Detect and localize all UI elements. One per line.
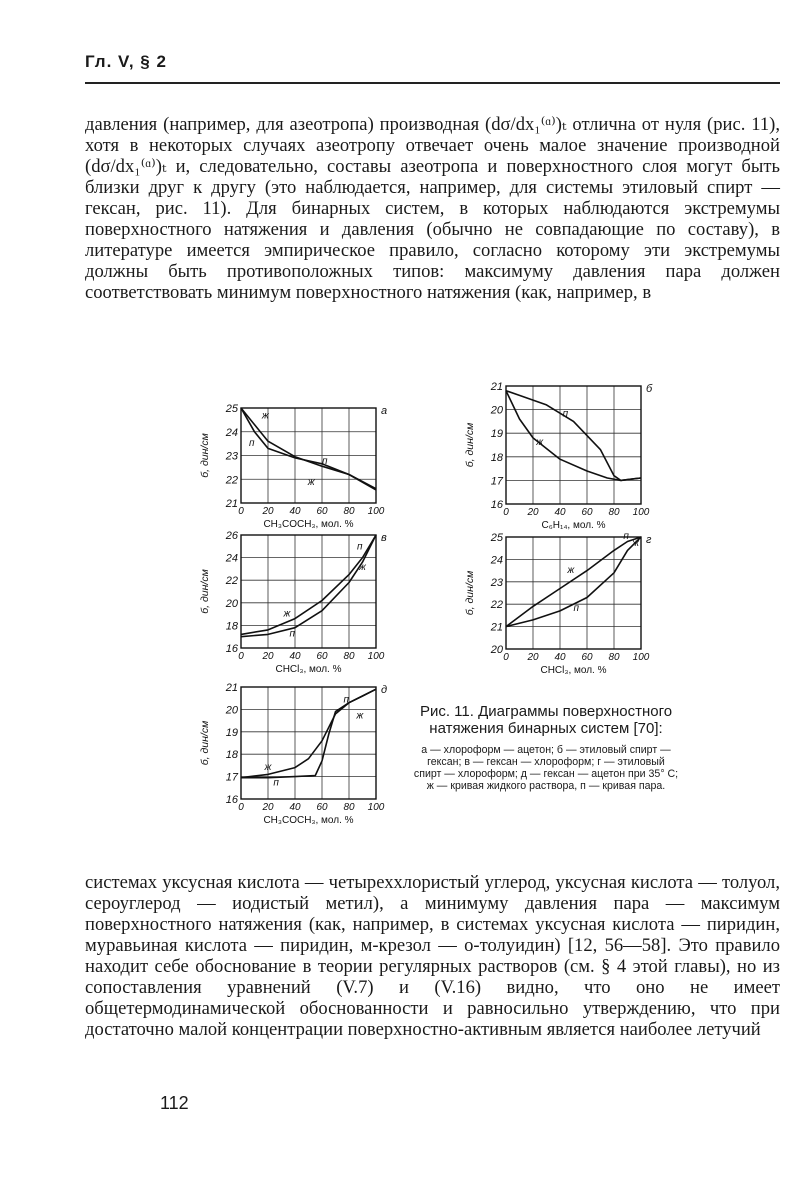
header-rule (85, 82, 780, 84)
x-tick-label: 40 (554, 507, 566, 518)
y-axis-label: б, дин/см (199, 433, 211, 478)
panel-label: д (381, 684, 388, 696)
x-axis-label: CHCl₃, мол. % (275, 664, 342, 675)
curve-label: п (321, 455, 328, 467)
x-tick-label: 40 (554, 652, 566, 663)
plot-frame (506, 386, 641, 504)
chart-panel-b (464, 382, 653, 531)
x-tick-label: 40 (289, 802, 301, 813)
caption-legend: а — хлороформ — ацетон; б — этиловый спирт — гексан; в — гексан — хлороформ; г — этиловый спирт — хлороформ; д — гексан — ацетон при 35° С; ж — кривая жидкого раствора, п — кривая пара. (413, 744, 679, 792)
y-tick-label: 17 (225, 771, 238, 784)
y-tick-label: 18 (490, 451, 503, 464)
x-tick-label: 60 (316, 802, 328, 813)
x-tick-label: 80 (608, 652, 620, 663)
chart-panel-v (199, 530, 387, 675)
y-tick-label: 23 (225, 450, 238, 463)
y-tick-label: 16 (490, 499, 503, 511)
curve-label: п (249, 438, 255, 449)
y-tick-label: 21 (490, 621, 503, 634)
x-tick-label: 80 (343, 651, 355, 662)
y-tick-label: 22 (225, 474, 238, 487)
x-tick-label: 60 (581, 652, 593, 663)
paragraph-top: давления (например, для азеотропа) производная (dσ/dx₁⁽ᵅ⁾)ₜ отлична от нуля (рис. 11), хотя в некоторых случаях азеотропу отвечает очень малое значение производной (dσ/dx₁⁽ᵅ⁾)ₜ и, следовательно, составы азеотропа и поверхностного слоя могут быть близки друг к другу (это наблюдается, например, для системы этиловый спирт — гексан, рис. 11). Для бинарных систем, в которых наблюдаются экстремумы поверхностного натяжения и давления (обычно не совпадающие по составу), в литературе имеется эмпирическое правило, согласно которому эти экстремумы должны быть противоположных типов: максимуму давления пара должен соответствовать минимум поверхностного натяжения (как, например, в (85, 114, 780, 303)
x-tick-label: 20 (527, 652, 539, 663)
x-tick-label: 80 (343, 506, 355, 517)
x-tick-label: 60 (581, 507, 593, 518)
x-tick-label: 0 (503, 652, 509, 663)
y-tick-label: 26 (225, 530, 238, 542)
y-tick-label: 18 (225, 749, 238, 762)
curve-label: ж (632, 537, 640, 549)
curve-label: ж (261, 410, 269, 422)
y-tick-label: 24 (225, 552, 238, 565)
y-tick-label: 20 (490, 644, 503, 656)
curve-label: п (562, 408, 569, 420)
y-axis-label: б, дин/см (464, 570, 476, 616)
x-tick-label: 80 (343, 802, 355, 813)
curve-label: ж (567, 564, 575, 576)
plot-frame (506, 537, 641, 649)
y-tick-label: 24 (225, 426, 238, 439)
x-tick-label: 60 (316, 651, 328, 662)
y-tick-label: 16 (225, 794, 238, 806)
panel-label: г (646, 534, 652, 546)
x-tick-label: 0 (503, 507, 509, 518)
y-axis-label: б, дин/см (199, 569, 211, 614)
x-axis-label: CH₃COCH₃, мол. % (263, 815, 354, 826)
series-line-vapor (506, 391, 641, 481)
x-tick-label: 0 (238, 506, 244, 517)
y-tick-label: 21 (225, 498, 238, 510)
y-tick-label: 19 (490, 428, 503, 441)
curve-label: п (343, 694, 350, 706)
y-tick-label: 17 (490, 475, 503, 488)
x-tick-label: 20 (262, 802, 274, 813)
chart-panel-g (464, 531, 652, 676)
x-tick-label: 20 (262, 506, 274, 517)
x-tick-label: 100 (632, 652, 650, 663)
y-tick-label: 24 (490, 554, 503, 567)
x-tick-label: 60 (316, 506, 328, 517)
y-tick-label: 22 (225, 575, 238, 588)
curve-label: п (357, 541, 363, 553)
x-axis-label: CH₃COCH₃, мол. % (263, 519, 354, 530)
chart-panel-a (199, 403, 387, 530)
x-tick-label: 40 (289, 506, 301, 517)
x-tick-label: 100 (367, 802, 385, 813)
y-tick-label: 22 (490, 599, 503, 612)
x-tick-label: 20 (262, 651, 274, 662)
y-tick-label: 18 (225, 620, 238, 633)
chart-panel-d (199, 682, 387, 826)
series-line-liquid (506, 391, 641, 481)
x-tick-label: 20 (527, 507, 539, 518)
x-axis-label: C₆H₁₄, мол. % (541, 520, 606, 531)
curve-label: ж (283, 608, 291, 620)
paragraph-bottom: системах уксусная кислота — четыреххлористый углерод, уксусная кислота — толуол, сероуглерод — иодистый метил), а минимуму давления пара — максимум поверхностного натяжения (как, например, в системах уксусная кислота — пиридин, муравьиная кислота — пиридин, м-крезол — о-толуидин) [12, 56—58]. Это правило находит себе обоснование в теории регулярных растворов (см. § 4 этой главы), но из сопоставления уравнений (V.7) и (V.16) видно, что оно не имеет общетермодинамической обоснованности и равносильно утверждению, что при достаточно малой концентрации поверхностно-активным является наиболее летучий (85, 872, 780, 1040)
figure-caption (412, 703, 680, 792)
panel-label: б (646, 383, 653, 395)
x-tick-label: 80 (608, 507, 620, 518)
panel-label: в (381, 532, 387, 544)
x-tick-label: 40 (289, 651, 301, 662)
x-tick-label: 100 (632, 507, 650, 518)
y-tick-label: 25 (490, 532, 503, 544)
curve-label: ж (264, 761, 272, 773)
y-axis-label: б, дин/см (199, 720, 211, 766)
x-tick-label: 100 (367, 651, 385, 662)
curve-label: п (289, 628, 296, 640)
page-number: 112 (160, 1093, 189, 1113)
panel-label: а (381, 405, 388, 417)
x-tick-label: 100 (367, 506, 385, 517)
y-tick-label: 21 (490, 382, 503, 393)
curve-label: ж (536, 437, 544, 448)
series-line-vapor (241, 689, 376, 778)
plot-frame (241, 687, 376, 799)
curve-label: п (623, 531, 629, 543)
y-tick-label: 20 (225, 704, 238, 717)
y-tick-label: 16 (225, 643, 238, 655)
x-axis-label: CHCl₃, мол. % (540, 665, 607, 676)
y-tick-label: 21 (225, 682, 238, 694)
running-header: Гл. V, § 2 (85, 52, 167, 71)
x-tick-label: 0 (238, 802, 244, 813)
series-line-liquid (241, 689, 376, 778)
curve-label: п (273, 777, 279, 789)
curve-label: п (573, 602, 579, 614)
curve-label: ж (356, 710, 364, 722)
y-tick-label: 23 (490, 576, 503, 589)
y-tick-label: 19 (225, 726, 238, 739)
y-tick-label: 20 (490, 404, 503, 417)
y-tick-label: 20 (225, 597, 238, 610)
curve-label: ж (359, 562, 366, 574)
x-tick-label: 0 (238, 651, 244, 662)
caption-title: Рис. 11. Диаграммы поверхностного натяжения бинарных систем [70]: (419, 703, 673, 737)
curve-label: ж (307, 477, 315, 489)
series-line-vapor (241, 535, 376, 637)
y-axis-label: б, дин/см (464, 422, 476, 468)
y-tick-label: 25 (225, 403, 238, 415)
